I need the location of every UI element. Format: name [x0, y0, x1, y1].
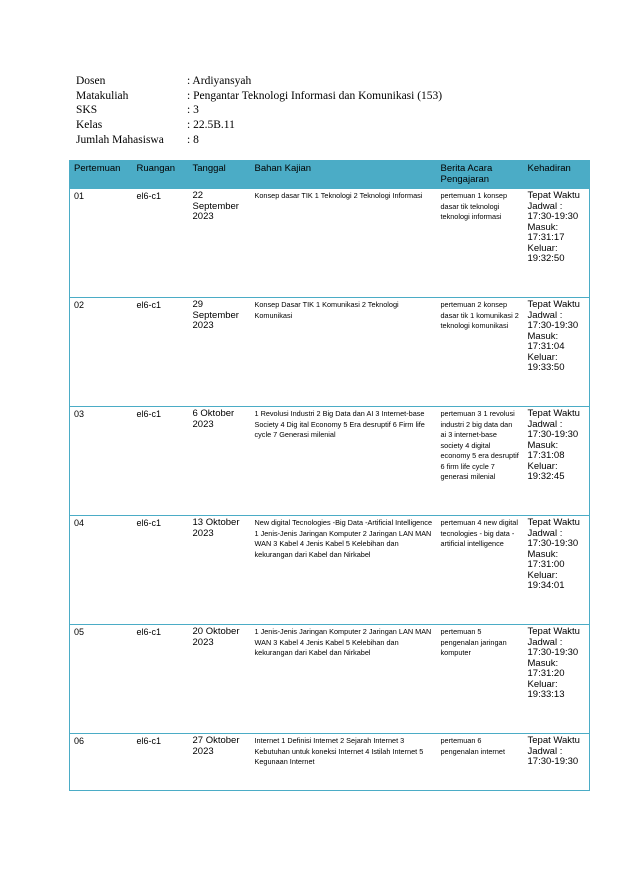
table-row: [70, 189, 590, 298]
cell-tanggal: 6 Oktober 2023: [189, 407, 251, 516]
header-pertemuan: Pertemuan: [70, 160, 133, 189]
cell-kehadiran: Tepat Waktu Jadwal : 17:30-19:30: [524, 734, 590, 791]
cell-ruangan: el6-c1: [133, 298, 189, 407]
cell-bahan-kajian: 1 Revolusi Industri 2 Big Data dan AI 3 Internet-base Society 4 Dig ital Economy 5 Era desruptif 6 Firm life cycle 7 Generasi milenial: [251, 407, 437, 516]
cell-pertemuan: 04: [70, 516, 133, 625]
table-row: [70, 516, 590, 625]
cell-bahan-kajian: Konsep dasar TIK 1 Teknologi 2 Teknologi Informasi: [251, 189, 437, 298]
info-value: : 8: [187, 133, 199, 146]
cell-bahan-kajian: Internet 1 Definisi Internet 2 Sejarah Internet 3 Kebutuhan untuk koneksi Internet 4 Istilah Internet 5 Kegunaan Internet: [251, 734, 437, 791]
cell-ruangan: el6-c1: [133, 516, 189, 625]
cell-berita-acara: pertemuan 6 pengenalan internet: [437, 734, 524, 791]
cell-tanggal: 27 Oktober 2023: [189, 734, 251, 791]
cell-tanggal: 29 September 2023: [189, 298, 251, 407]
info-value: : Pengantar Teknologi Informasi dan Komunikasi (153): [187, 89, 443, 102]
info-row-dosen: [76, 74, 442, 89]
cell-ruangan: el6-c1: [133, 407, 189, 516]
header-bahan-kajian: Bahan Kajian: [251, 160, 437, 189]
header-kehadiran: Kehadiran: [524, 160, 590, 189]
cell-kehadiran: Tepat Waktu Jadwal : 17:30-19:30 Masuk: 17:31:20 Keluar: 19:33:13: [524, 625, 590, 734]
header-ruangan: Ruangan: [133, 160, 189, 189]
cell-pertemuan: 02: [70, 298, 133, 407]
cell-berita-acara: pertemuan 1 konsep dasar tik teknologi teknologi informasi: [437, 189, 524, 298]
schedule-table: [69, 160, 590, 791]
info-label: Jumlah Mahasiswa: [76, 133, 164, 146]
cell-pertemuan: 01: [70, 189, 133, 298]
info-value: : Ardiyansyah: [187, 75, 252, 87]
cell-bahan-kajian: Konsep Dasar TIK 1 Komunikasi 2 Teknologi Komunikasi: [251, 298, 437, 407]
cell-kehadiran: Tepat Waktu Jadwal : 17:30-19:30 Masuk: 17:31:17 Keluar: 19:32:50: [524, 189, 590, 298]
table-row: [70, 734, 590, 791]
header-tanggal: Tanggal: [189, 160, 251, 189]
info-row-sks: [76, 103, 442, 118]
cell-bahan-kajian: New digital Tecnologies -Big Data -Artificial Intelligence 1 Jenis-Jenis Jaringan Komputer 2 Jaringan LAN MAN WAN 3 Kabel 4 Jenis Kabel 5 Kelebihan dan kekurangan dari Kabel dan Nirkabel: [251, 516, 437, 625]
info-label: Matakuliah: [76, 89, 129, 102]
cell-bahan-kajian: 1 Jenis-Jenis Jaringan Komputer 2 Jaringan LAN MAN WAN 3 Kabel 4 Jenis Kabel 5 Kelebihan dan kekurangan dari Kabel dan Nirkabel: [251, 625, 437, 734]
cell-tanggal: 22 September 2023: [189, 189, 251, 298]
cell-pertemuan: 05: [70, 625, 133, 734]
cell-ruangan: el6-c1: [133, 734, 189, 791]
info-row-matakuliah: [76, 89, 442, 104]
info-label: Kelas: [76, 119, 103, 132]
table-row: [70, 407, 590, 516]
cell-berita-acara: pertemuan 5 pengenalan jaringan komputer: [437, 625, 524, 734]
course-info: [76, 74, 442, 147]
cell-pertemuan: 03: [70, 407, 133, 516]
table-header-row: [70, 160, 590, 189]
cell-pertemuan: 06: [70, 734, 133, 791]
cell-kehadiran: Tepat Waktu Jadwal : 17:30-19:30 Masuk: 17:31:04 Keluar: 19:33:50: [524, 298, 590, 407]
info-row-kelas: [76, 118, 442, 133]
cell-ruangan: el6-c1: [133, 625, 189, 734]
cell-berita-acara: pertemuan 2 konsep dasar tik 1 komunikasi 2 teknologi komunikasi: [437, 298, 524, 407]
cell-tanggal: 13 Oktober 2023: [189, 516, 251, 625]
info-label: Dosen: [76, 75, 106, 87]
cell-kehadiran: Tepat Waktu Jadwal : 17:30-19:30 Masuk: 17:31:00 Keluar: 19:34:01: [524, 516, 590, 625]
cell-berita-acara: pertemuan 4 new digital tecnologies - big data -artificial intelligence: [437, 516, 524, 625]
info-row-jumlah-mahasiswa: [76, 133, 442, 148]
header-berita-acara: Berita Acara Pengajaran: [437, 160, 524, 189]
cell-tanggal: 20 Oktober 2023: [189, 625, 251, 734]
info-label: SKS: [76, 104, 98, 117]
cell-kehadiran: Tepat Waktu Jadwal : 17:30-19:30 Masuk: 17:31:08 Keluar: 19:32:45: [524, 407, 590, 516]
table-row: [70, 625, 590, 734]
table-row: [70, 298, 590, 407]
cell-ruangan: el6-c1: [133, 189, 189, 298]
info-value: : 3: [187, 104, 199, 117]
info-value: : 22.5B.11: [187, 119, 235, 132]
cell-berita-acara: pertemuan 3 1 revolusi industri 2 big data dan ai 3 internet-base society 4 digital economy 5 era desruptif 6 firm life cycle 7 generasi milenial: [437, 407, 524, 516]
